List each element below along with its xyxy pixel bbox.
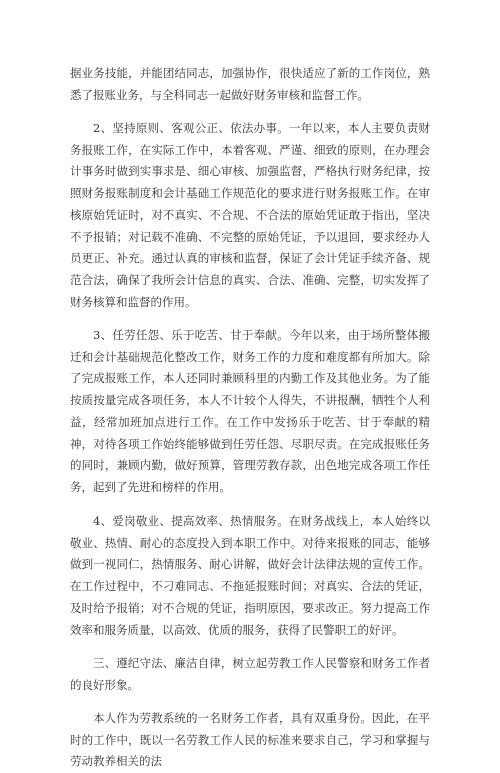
section-heading: 三、遵纪守法、廉洁自律，树立起劳教工作人民警察和财务工作者的良好形象。	[70, 656, 430, 692]
paragraph-1: 据业务技能，并能团结同志，加强协作，很快适应了新的工作岗位，熟悉了报账业务，与全科同志一起做好财务审核和监督工作。	[70, 66, 430, 102]
paragraph-2: 2、坚持原则、客观公正、依法办事。一年以来，本人主要负责财务报账工作，在实际工作中，本着客观、严谨、细致的原则，在办理会计事务时做到实事求是、细心审核、加强监督，严格执行财务纪律，按照财务报账制度和会计基础工作规范化的要求进行财务报账工作。在审核原始凭证时，对不真实、不合规、不合法的原始凭证敢于指出，坚决不予报销；对记载不准确、不完整的原始凭证，予以退回，要求经办人员更正、补充。通过认真的审核和监督，保证了会计凭证手续齐备、规范合法，确保了我所会计信息的真实、合法、准确、完整，切实发挥了财务核算和监督的作用。	[70, 121, 430, 309]
paragraph-3: 3、任劳任怨、乐于吃苦、甘于奉献。今年以来，由于场所整体搬迁和会计基础规范化整改工作，财务工作的力度和难度都有所加大。除了完成报账工作，本人还同时兼顾科里的内勤工作及其他业务。为了能按质按量完成各项任务，本人不计较个人得失，不讲报酬，牺牲个人利益，经常加班加点进行工作。在工作中发扬乐于吃苦、甘于奉献的精神，对待各项工作始终能够做到任劳任怨、尽职尽责。在完成报账任务的同时，兼顾内勤，做好预算，管理劳教存款，出色地完成各项工作任务，起到了先进和榜样的作用。	[70, 328, 430, 494]
paragraph-5: 本人作为劳教系统的一名财务工作者，具有双重身份。因此，在平时的工作中，既以一名劳教工作人民的标准来要求自己，学习和掌握与劳动教养相关的法	[70, 711, 430, 769]
paragraph-4: 4、爱岗敬业、提高效率、热情服务。在财务战线上，本人始终以敬业、热情、耐心的态度投入到本职工作中。对待来报账的同志，能够做到一视同仁，热情服务、耐心讲解，做好会计法律法规的宣传工作。在工作过程中，不刁难同志、不拖延报账时间；对真实、合法的凭证，及时给予报销；对不合规的凭证，指明原因，要求改正。努力提高工作效率和服务质量，以高效、优质的服务，获得了民警职工的好评。	[70, 514, 430, 637]
